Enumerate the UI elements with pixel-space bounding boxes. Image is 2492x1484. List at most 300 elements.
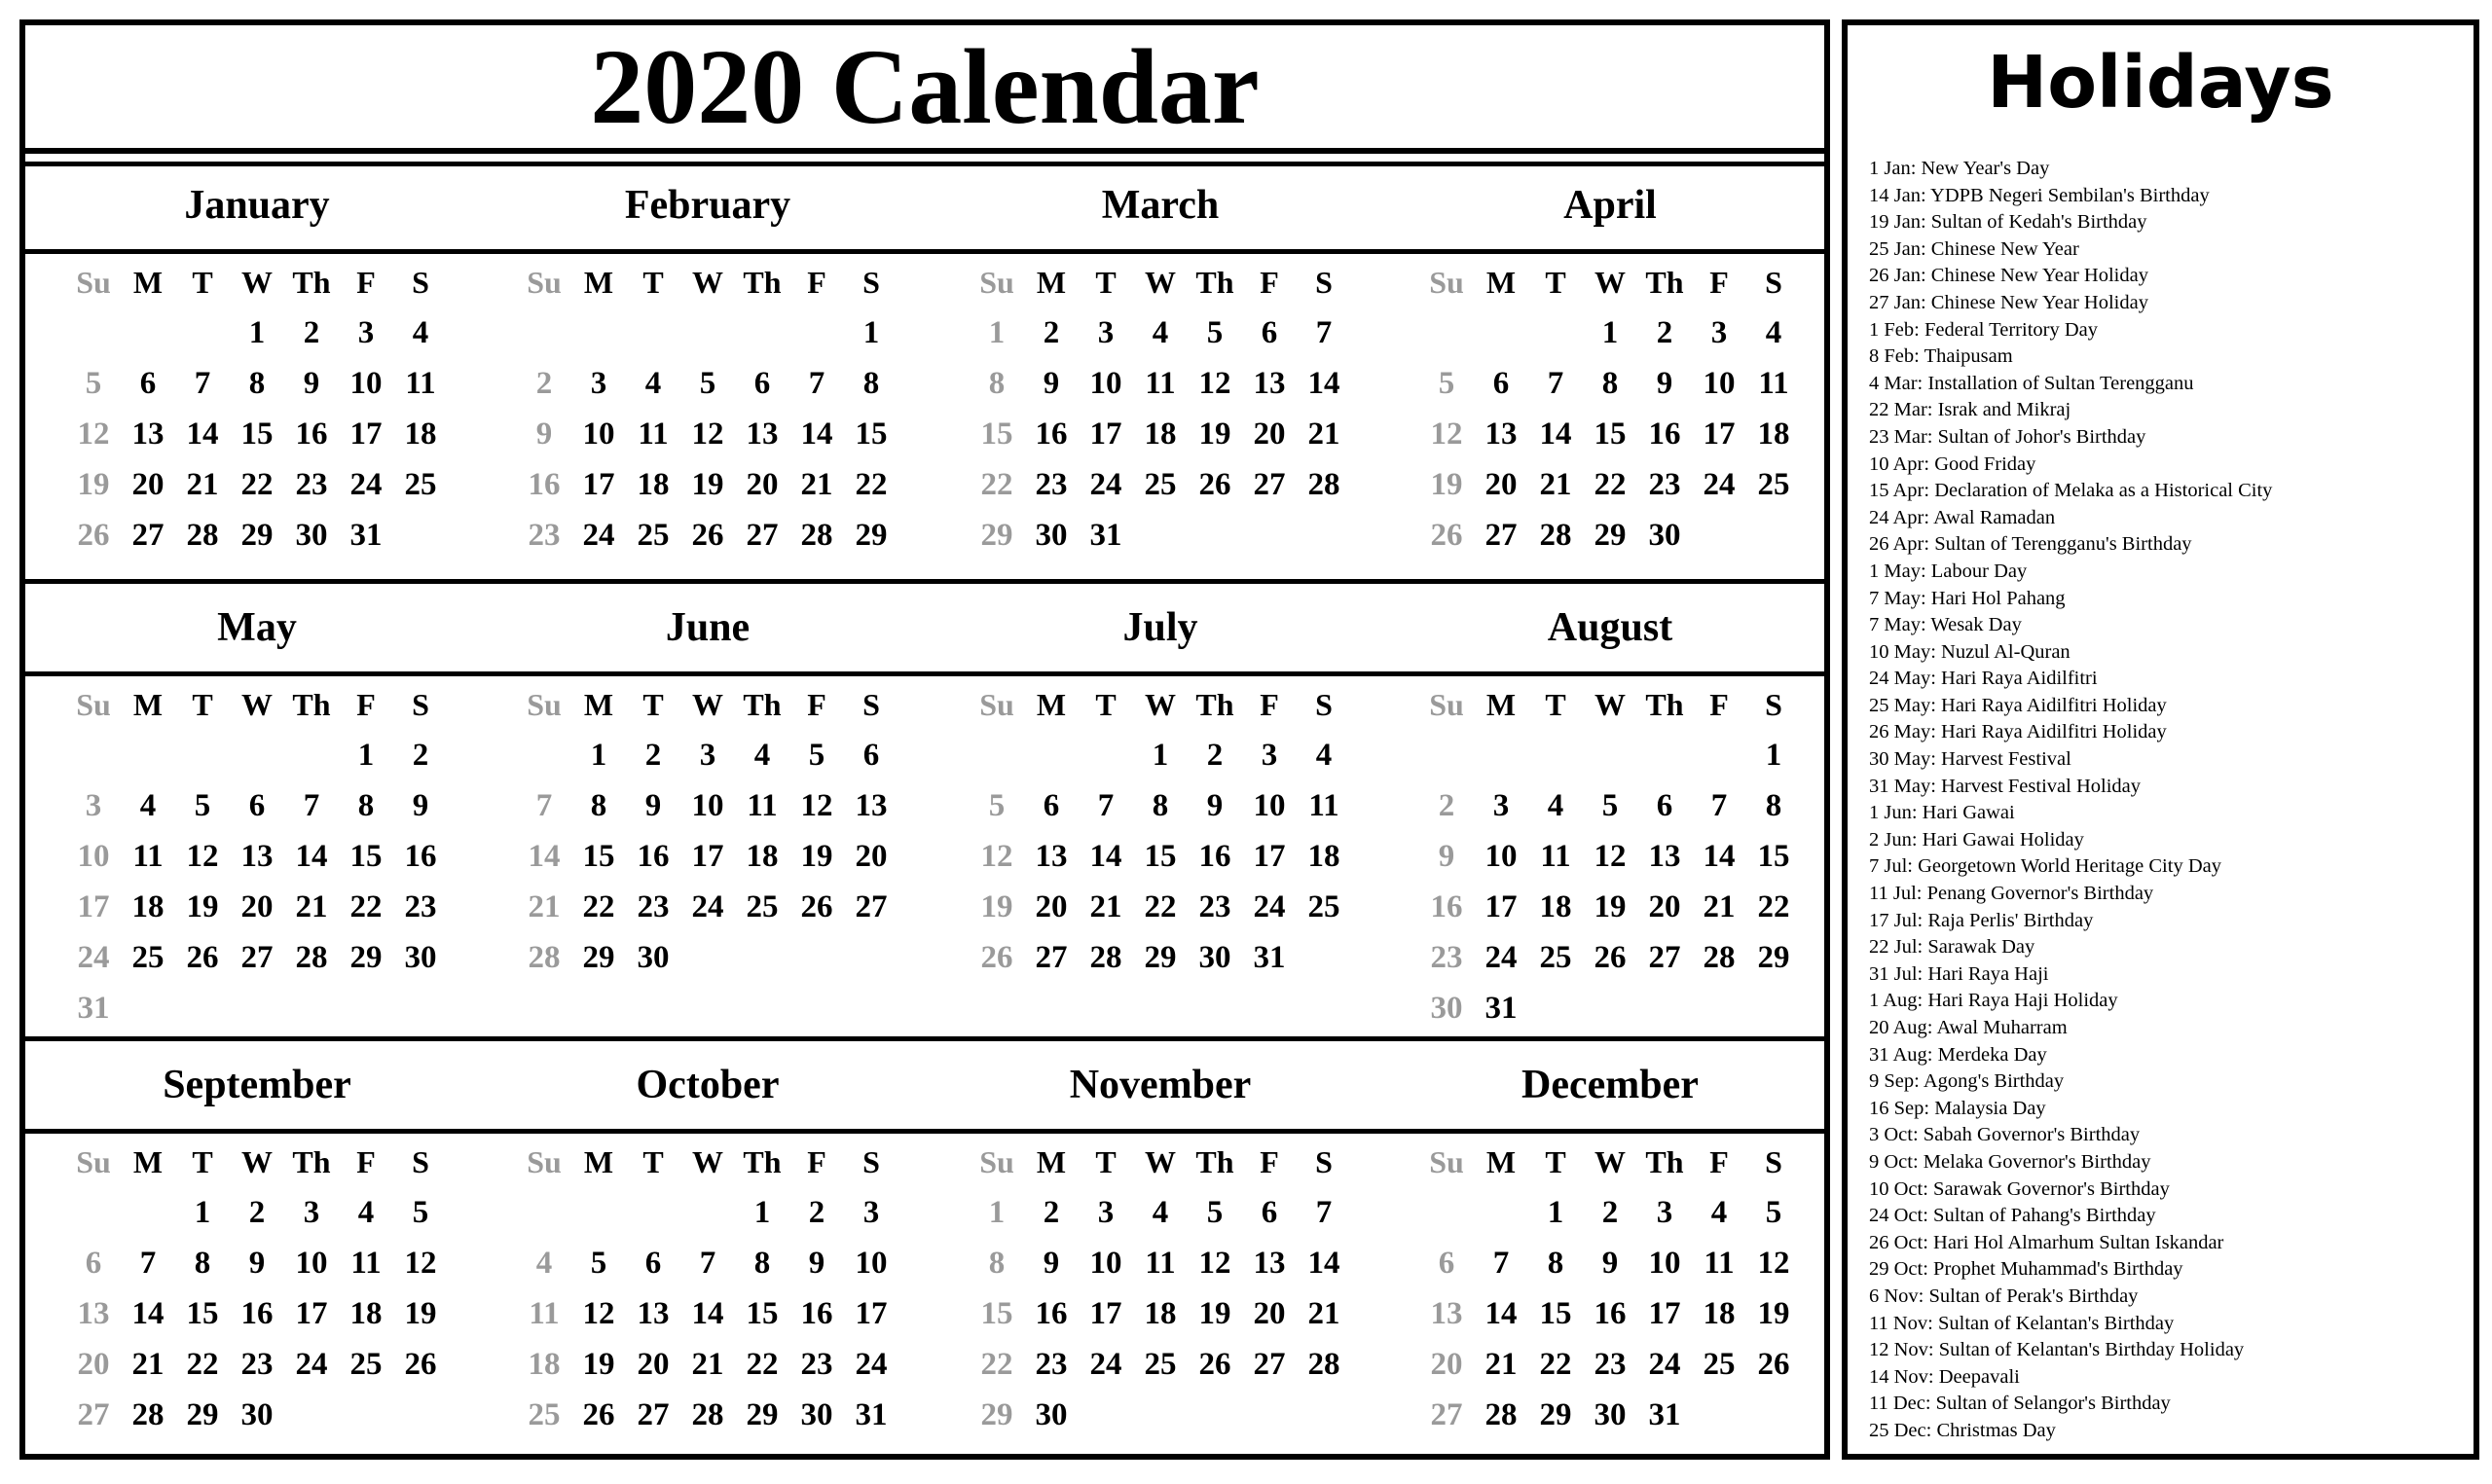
- weekday-header: Th: [743, 265, 782, 300]
- day-cell: 20: [746, 467, 779, 502]
- day-cell: 16: [1035, 1296, 1068, 1331]
- empty-cell: [121, 308, 175, 358]
- weekday-header: T: [1545, 1144, 1566, 1179]
- day-cell: 4: [1152, 315, 1169, 350]
- month-name: March: [1101, 183, 1220, 228]
- day-cell: 14: [1539, 416, 1572, 452]
- weekday-header: F: [356, 265, 376, 300]
- day-cell: 21: [800, 467, 833, 502]
- weekday-header: Su: [76, 1144, 111, 1179]
- day-cell: 12: [691, 416, 724, 452]
- weekday-header: W: [1594, 687, 1626, 722]
- weekday-header: Su: [979, 1144, 1014, 1179]
- day-cell: 12: [186, 839, 219, 874]
- day-cell: 2: [535, 366, 553, 401]
- day-cell: 14: [1703, 839, 1736, 874]
- day-cell: 27: [637, 1397, 670, 1432]
- day-cell: 6: [753, 366, 771, 401]
- day-cell: 18: [131, 889, 165, 924]
- empty-cell: [1528, 308, 1583, 358]
- day-cell: 19: [404, 1296, 437, 1331]
- day-cell: 11: [405, 366, 436, 401]
- day-cell: 17: [349, 416, 383, 452]
- day-cell: 8: [1547, 1246, 1564, 1281]
- day-cell: 14: [1089, 839, 1122, 874]
- day-cell: 30: [404, 940, 437, 975]
- day-cell: 23: [528, 518, 561, 553]
- day-cell: 10: [855, 1246, 888, 1281]
- day-cell: 19: [1594, 889, 1627, 924]
- holiday-item: 25 May: Hari Raya Aidilfitri Holiday: [1869, 694, 2167, 716]
- holiday-item: 1 Aug: Hari Raya Haji Holiday: [1869, 990, 2118, 1012]
- day-cell: 21: [691, 1347, 724, 1382]
- day-cell: 3: [1656, 1195, 1673, 1230]
- day-cell: 29: [240, 518, 274, 553]
- day-cell: 18: [404, 416, 437, 452]
- day-cell: 3: [1097, 315, 1115, 350]
- holiday-item: 11 Jul: Penang Governor's Birthday: [1869, 883, 2154, 905]
- day-cell: 5: [808, 738, 825, 773]
- day-cell: 3: [1261, 738, 1278, 773]
- day-cell: 5: [1438, 366, 1455, 401]
- weekday-header: W: [1145, 1144, 1176, 1179]
- day-cell: 1: [194, 1195, 211, 1230]
- holiday-item: 11 Nov: Sultan of Kelantan's Birthday: [1869, 1312, 2175, 1334]
- day-cell: 17: [1703, 416, 1736, 452]
- day-cell: 15: [1594, 416, 1627, 452]
- day-cell: 30: [240, 1397, 274, 1432]
- day-cell: 27: [240, 940, 274, 975]
- day-cell: 3: [862, 1195, 880, 1230]
- day-cell: 25: [131, 940, 165, 975]
- weekday-header: F: [807, 687, 826, 722]
- holiday-item: 10 Apr: Good Friday: [1869, 452, 2036, 475]
- day-cell: 16: [1430, 889, 1463, 924]
- day-cell: 28: [295, 940, 328, 975]
- day-cell: 25: [528, 1397, 561, 1432]
- day-cell: 30: [295, 518, 328, 553]
- weekday-header: T: [1545, 687, 1566, 722]
- day-cell: 7: [699, 1246, 716, 1281]
- day-cell: 22: [855, 467, 888, 502]
- day-cell: 3: [590, 366, 607, 401]
- day-cell: 2: [644, 738, 662, 773]
- day-cell: 7: [303, 788, 320, 823]
- weekday-header: F: [1709, 1144, 1729, 1179]
- empty-cell: [517, 730, 571, 780]
- weekday-header: W: [1594, 265, 1626, 300]
- day-cell: 20: [240, 889, 274, 924]
- day-cell: 18: [1757, 416, 1790, 452]
- weekday-header: W: [241, 687, 273, 722]
- day-cell: 14: [1307, 1246, 1340, 1281]
- day-cell: 31: [349, 518, 383, 553]
- day-cell: 15: [1757, 839, 1790, 874]
- month-block: [517, 162, 898, 584]
- day-cell: 15: [349, 839, 383, 874]
- day-cell: 16: [637, 839, 670, 874]
- weekday-header: W: [692, 687, 723, 722]
- day-cell: 8: [988, 1246, 1006, 1281]
- holiday-item: 25 Dec: Christmas Day: [1869, 1419, 2056, 1441]
- weekday-header: F: [807, 1144, 826, 1179]
- month-block: [970, 584, 1351, 1041]
- day-cell: 20: [1430, 1347, 1463, 1382]
- day-cell: 11: [1145, 1246, 1176, 1281]
- day-cell: 7: [535, 788, 553, 823]
- day-cell: 12: [404, 1246, 437, 1281]
- day-cell: 27: [1253, 467, 1286, 502]
- day-cell: 12: [1198, 1246, 1231, 1281]
- empty-cell: [121, 730, 175, 780]
- weekday-header: Su: [76, 687, 111, 722]
- day-cell: 10: [1484, 839, 1518, 874]
- day-cell: 1: [248, 315, 266, 350]
- day-cell: 12: [980, 839, 1013, 874]
- day-cell: 18: [637, 467, 670, 502]
- day-cell: 19: [800, 839, 833, 874]
- day-cell: 20: [1484, 467, 1518, 502]
- day-cell: 13: [637, 1296, 670, 1331]
- day-cell: 21: [1484, 1347, 1518, 1382]
- day-cell: 27: [746, 518, 779, 553]
- day-cell: 28: [131, 1397, 165, 1432]
- day-cell: 10: [1648, 1246, 1681, 1281]
- weekday-header: Su: [1429, 687, 1464, 722]
- day-cell: 5: [85, 366, 102, 401]
- day-cell: 8: [862, 366, 880, 401]
- day-cell: 31: [1253, 940, 1286, 975]
- day-cell: 5: [1206, 1195, 1224, 1230]
- empty-cell: [1024, 730, 1079, 780]
- day-cell: 19: [1757, 1296, 1790, 1331]
- month-name: July: [1122, 605, 1198, 650]
- day-cell: 2: [412, 738, 429, 773]
- day-cell: 24: [582, 518, 615, 553]
- calendar-panel: [19, 19, 1830, 1460]
- day-cell: 8: [357, 788, 375, 823]
- day-cell: 7: [1710, 788, 1728, 823]
- day-cell: 19: [77, 467, 110, 502]
- empty-cell: [571, 1187, 626, 1238]
- weekday-header: M: [1036, 1144, 1067, 1179]
- day-cell: 27: [131, 518, 165, 553]
- day-cell: 17: [582, 467, 615, 502]
- day-cell: 21: [1307, 1296, 1340, 1331]
- day-cell: 27: [77, 1397, 110, 1432]
- holidays-panel: [1842, 19, 2479, 1460]
- day-cell: 8: [248, 366, 266, 401]
- day-cell: 3: [303, 1195, 320, 1230]
- holiday-item: 7 Jul: Georgetown World Heritage City Day: [1869, 855, 2221, 878]
- weekday-header: M: [1485, 687, 1517, 722]
- day-cell: 9: [644, 788, 662, 823]
- weekday-header: M: [1485, 265, 1517, 300]
- day-cell: 23: [1430, 940, 1463, 975]
- month-name: January: [184, 183, 330, 228]
- weekday-header: T: [1095, 687, 1117, 722]
- holiday-item: 7 May: Wesak Day: [1869, 614, 2022, 636]
- holiday-item: 26 Jan: Chinese New Year Holiday: [1869, 265, 2148, 287]
- day-cell: 10: [582, 416, 615, 452]
- day-cell: 10: [691, 788, 724, 823]
- day-cell: 14: [528, 839, 561, 874]
- quarter-row: [25, 162, 1824, 584]
- day-cell: 6: [1261, 315, 1278, 350]
- weekday-header: Su: [527, 265, 562, 300]
- day-cell: 24: [1089, 1347, 1122, 1382]
- holiday-item: 10 Oct: Sarawak Governor's Birthday: [1869, 1177, 2170, 1200]
- day-cell: 13: [855, 788, 888, 823]
- day-cell: 17: [855, 1296, 888, 1331]
- day-cell: 4: [139, 788, 157, 823]
- weekday-header: S: [862, 1144, 880, 1179]
- day-cell: 10: [1089, 366, 1122, 401]
- holiday-item: 16 Sep: Malaysia Day: [1869, 1097, 2046, 1119]
- quarter-row: [25, 1041, 1824, 1454]
- weekday-header: F: [1260, 687, 1279, 722]
- holiday-item: 31 Jul: Hari Raya Haji: [1869, 962, 2049, 985]
- day-cell: 16: [1035, 416, 1068, 452]
- holiday-item: 24 Apr: Awal Ramadan: [1869, 506, 2056, 528]
- weekday-header: W: [692, 1144, 723, 1179]
- day-cell: 23: [240, 1347, 274, 1382]
- day-cell: 27: [1035, 940, 1068, 975]
- empty-cell: [626, 1187, 680, 1238]
- day-cell: 11: [1540, 839, 1571, 874]
- weekday-header: T: [1545, 265, 1566, 300]
- day-cell: 25: [349, 1347, 383, 1382]
- day-cell: 5: [412, 1195, 429, 1230]
- title-box: [25, 25, 1824, 154]
- weekday-header: S: [862, 265, 880, 300]
- day-cell: 24: [691, 889, 724, 924]
- day-cell: 28: [1539, 518, 1572, 553]
- day-cell: 22: [1539, 1347, 1572, 1382]
- holiday-item: 23 Mar: Sultan of Johor's Birthday: [1869, 425, 2146, 448]
- weekday-header: W: [1145, 687, 1176, 722]
- day-cell: 15: [1144, 839, 1177, 874]
- day-cell: 6: [644, 1246, 662, 1281]
- day-cell: 20: [131, 467, 165, 502]
- weekday-header: W: [241, 1144, 273, 1179]
- empty-cell: [1474, 730, 1528, 780]
- weekday-header: M: [132, 687, 164, 722]
- day-grid: [517, 1137, 898, 1440]
- day-cell: 9: [1438, 839, 1455, 874]
- day-cell: 25: [1757, 467, 1790, 502]
- month-name: September: [163, 1063, 351, 1107]
- weekday-header: Th: [1195, 1144, 1234, 1179]
- day-cell: 16: [240, 1296, 274, 1331]
- day-cell: 4: [753, 738, 771, 773]
- day-cell: 7: [139, 1246, 157, 1281]
- day-cell: 18: [1539, 889, 1572, 924]
- day-cell: 26: [1757, 1347, 1790, 1382]
- day-cell: 13: [1253, 366, 1286, 401]
- weekday-header: T: [642, 1144, 664, 1179]
- weekday-header: S: [1765, 1144, 1782, 1179]
- day-cell: 17: [1089, 416, 1122, 452]
- empty-cell: [121, 1187, 175, 1238]
- day-cell: 8: [1765, 788, 1782, 823]
- day-cell: 29: [980, 518, 1013, 553]
- day-cell: 16: [528, 467, 561, 502]
- day-grid: [1419, 1137, 1801, 1440]
- day-cell: 6: [1043, 788, 1060, 823]
- month-block: [517, 584, 898, 1041]
- day-cell: 7: [1097, 788, 1115, 823]
- day-cell: 22: [349, 889, 383, 924]
- day-grid: [970, 1137, 1351, 1440]
- day-cell: 26: [800, 889, 833, 924]
- holiday-item: 8 Feb: Thaipusam: [1869, 345, 2013, 368]
- day-cell: 2: [1206, 738, 1224, 773]
- day-cell: 9: [808, 1246, 825, 1281]
- holiday-item: 26 Oct: Hari Hol Almarhum Sultan Iskandar: [1869, 1231, 2224, 1253]
- day-cell: 9: [1043, 1246, 1060, 1281]
- weekday-header: T: [192, 1144, 213, 1179]
- holiday-item: 26 Apr: Sultan of Terengganu's Birthday: [1869, 533, 2192, 556]
- day-grid: [66, 257, 448, 561]
- day-cell: 4: [1765, 315, 1782, 350]
- day-cell: 16: [295, 416, 328, 452]
- holiday-item: 15 Apr: Declaration of Melaka as a Historical City: [1869, 480, 2273, 502]
- day-cell: 5: [699, 366, 716, 401]
- page-title: 2020 Calendar: [590, 27, 1260, 146]
- day-cell: 12: [1594, 839, 1627, 874]
- day-cell: 9: [1656, 366, 1673, 401]
- empty-cell: [517, 308, 571, 358]
- day-cell: 4: [412, 315, 429, 350]
- day-cell: 5: [1601, 788, 1619, 823]
- day-cell: 1: [590, 738, 607, 773]
- day-cell: 24: [1253, 889, 1286, 924]
- weekday-header: S: [412, 687, 429, 722]
- month-name: December: [1521, 1063, 1699, 1107]
- day-cell: 23: [295, 467, 328, 502]
- day-cell: 24: [1484, 940, 1518, 975]
- weekday-header: M: [1036, 687, 1067, 722]
- weekday-header: Th: [1645, 1144, 1684, 1179]
- weekday-header: T: [1095, 1144, 1117, 1179]
- day-grid: [517, 257, 898, 561]
- day-cell: 29: [1594, 518, 1627, 553]
- day-cell: 17: [77, 889, 110, 924]
- day-cell: 27: [1430, 1397, 1463, 1432]
- weekday-header: Su: [1429, 1144, 1464, 1179]
- day-cell: 2: [808, 1195, 825, 1230]
- day-cell: 25: [1539, 940, 1572, 975]
- day-cell: 26: [77, 518, 110, 553]
- empty-cell: [626, 308, 680, 358]
- day-cell: 31: [1484, 991, 1518, 1026]
- day-cell: 12: [582, 1296, 615, 1331]
- day-cell: 11: [638, 416, 669, 452]
- weekday-header: F: [356, 1144, 376, 1179]
- weekday-header: S: [412, 1144, 429, 1179]
- day-cell: 22: [1757, 889, 1790, 924]
- day-cell: 26: [1594, 940, 1627, 975]
- weekday-header: F: [1260, 265, 1279, 300]
- day-cell: 21: [1307, 416, 1340, 452]
- day-cell: 16: [1198, 839, 1231, 874]
- month-block: [1419, 162, 1801, 584]
- day-cell: 16: [404, 839, 437, 874]
- month-name: June: [665, 605, 751, 650]
- day-cell: 5: [590, 1246, 607, 1281]
- day-cell: 25: [404, 467, 437, 502]
- day-cell: 22: [746, 1347, 779, 1382]
- day-cell: 10: [1089, 1246, 1122, 1281]
- day-cell: 22: [1594, 467, 1627, 502]
- weekday-header: Th: [292, 1144, 331, 1179]
- day-cell: 24: [855, 1347, 888, 1382]
- day-cell: 15: [980, 416, 1013, 452]
- holiday-item: 12 Nov: Sultan of Kelantan's Birthday Holiday: [1869, 1339, 2245, 1361]
- day-cell: 28: [1089, 940, 1122, 975]
- holiday-item: 7 May: Hari Hol Pahang: [1869, 587, 2066, 609]
- empty-cell: [175, 730, 230, 780]
- weekday-header: S: [1765, 265, 1782, 300]
- day-cell: 7: [1492, 1246, 1510, 1281]
- day-cell: 12: [1430, 416, 1463, 452]
- day-cell: 22: [1144, 889, 1177, 924]
- weekday-header: S: [1315, 687, 1333, 722]
- day-cell: 26: [1430, 518, 1463, 553]
- day-cell: 18: [349, 1296, 383, 1331]
- day-cell: 17: [691, 839, 724, 874]
- day-cell: 29: [855, 518, 888, 553]
- weekday-header: T: [192, 687, 213, 722]
- day-cell: 28: [1484, 1397, 1518, 1432]
- holiday-item: 11 Dec: Sultan of Selangor's Birthday: [1869, 1393, 2171, 1415]
- holiday-item: 26 May: Hari Raya Aidilfitri Holiday: [1869, 721, 2167, 743]
- day-cell: 20: [1253, 416, 1286, 452]
- day-cell: 24: [1089, 467, 1122, 502]
- day-cell: 17: [1253, 839, 1286, 874]
- day-cell: 11: [1758, 366, 1789, 401]
- weekday-header: T: [642, 687, 664, 722]
- day-cell: 13: [240, 839, 274, 874]
- day-cell: 1: [862, 315, 880, 350]
- day-cell: 6: [1656, 788, 1673, 823]
- day-cell: 22: [980, 1347, 1013, 1382]
- day-cell: 16: [800, 1296, 833, 1331]
- month-block: [1419, 584, 1801, 1041]
- day-grid: [517, 679, 898, 983]
- day-cell: 23: [1035, 1347, 1068, 1382]
- day-cell: 23: [800, 1347, 833, 1382]
- weekday-header: F: [1709, 265, 1729, 300]
- weekday-header: Th: [1195, 265, 1234, 300]
- empty-cell: [284, 730, 339, 780]
- empty-cell: [66, 308, 121, 358]
- month-name: May: [217, 605, 297, 650]
- day-cell: 5: [988, 788, 1006, 823]
- day-cell: 19: [691, 467, 724, 502]
- day-cell: 18: [1144, 1296, 1177, 1331]
- day-cell: 20: [637, 1347, 670, 1382]
- empty-cell: [1079, 730, 1133, 780]
- day-cell: 19: [980, 889, 1013, 924]
- day-cell: 9: [1601, 1246, 1619, 1281]
- day-cell: 31: [77, 991, 110, 1026]
- day-cell: 31: [1089, 518, 1122, 553]
- day-cell: 28: [186, 518, 219, 553]
- day-cell: 25: [1144, 1347, 1177, 1382]
- holiday-item: 24 Oct: Sultan of Pahang's Birthday: [1869, 1205, 2156, 1227]
